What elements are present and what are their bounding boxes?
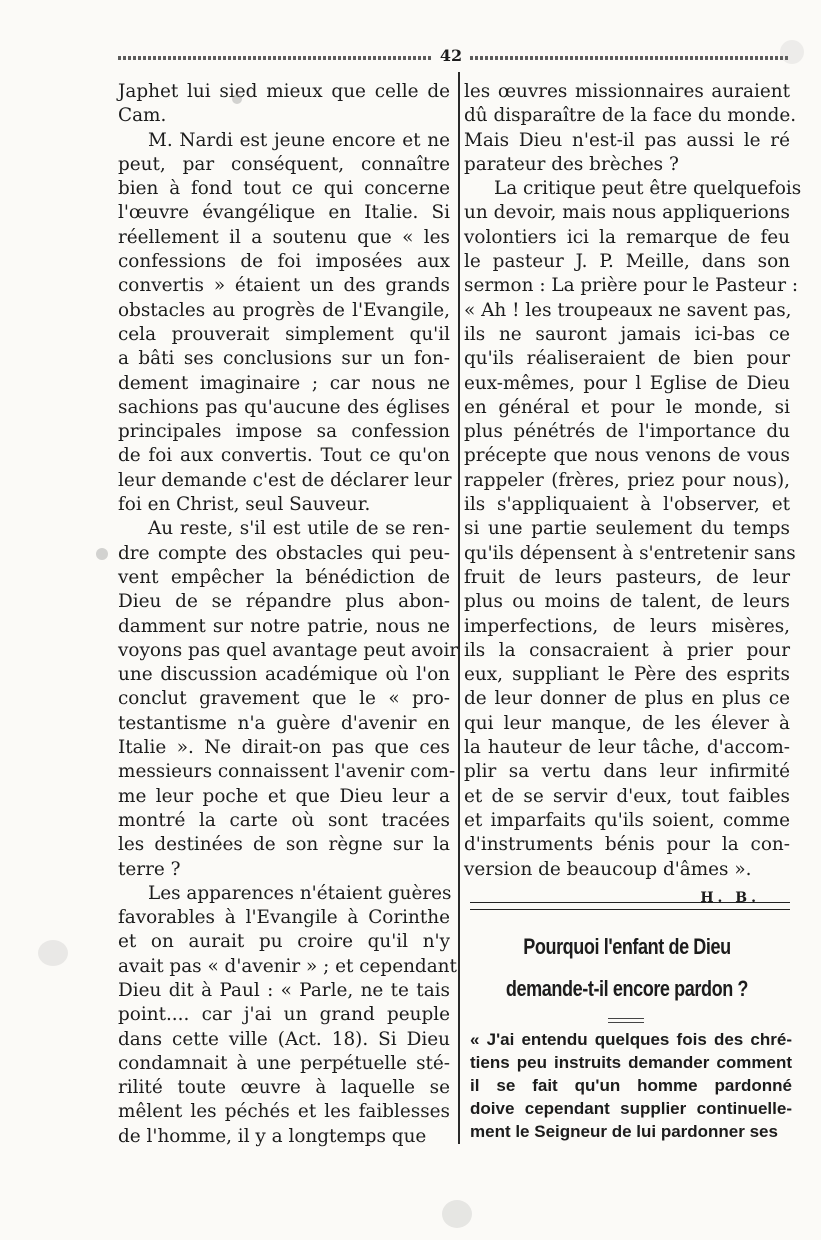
text-line: « J'ai entendu quelques fois des chré- xyxy=(470,1030,792,1049)
author-signature: H. B. xyxy=(700,889,760,906)
title-underline xyxy=(608,1018,644,1023)
section-separator xyxy=(470,902,790,910)
text-line: qu'ils dépensent à s'entretenir sans xyxy=(464,542,796,564)
text-line: ils ne sauront jamais ici-bas ce xyxy=(464,323,790,345)
text-line: et imparfaits qu'ils soient, comme xyxy=(464,809,790,831)
text-line: tiens peu instruits demander comment xyxy=(470,1053,792,1072)
text-line: Japhet lui sied mieux que celle de xyxy=(118,81,450,102)
text-line: favorables à l'Evangile à Corinthe xyxy=(118,907,450,929)
text-line: principales impose sa confession xyxy=(118,421,450,443)
text-line: Au reste, s'il est utile de se ren- xyxy=(148,518,450,540)
text-line: peut, par conséquent, connaître xyxy=(118,153,450,175)
text-line: fruit de leurs pasteurs, de leur xyxy=(464,566,790,588)
left-column xyxy=(118,80,459,1149)
text-line: dement imaginaire ; car nous ne xyxy=(118,372,450,394)
text-line: un devoir, mais nous appliquerions xyxy=(464,202,790,224)
text-line: vent empêcher la bénédiction de xyxy=(118,566,450,588)
text-line: précepte que nous venons de vous xyxy=(464,445,790,467)
text-line: testantisme n'a guère d'avenir en xyxy=(118,712,450,734)
text-line: confessions de foi imposées aux xyxy=(118,251,450,273)
text-line: ils s'appliquaient à l'observer, et xyxy=(464,494,790,516)
text-line: eux, suppliant le Père des esprits xyxy=(464,664,790,686)
text-line: et de se servir d'eux, tout faibles xyxy=(464,785,790,807)
text-line: dans cette ville (Act. 18). Si Dieu xyxy=(118,1028,450,1050)
print-speck xyxy=(232,94,242,104)
text-line: d'instruments bénis pour la con- xyxy=(464,834,790,856)
page-header xyxy=(118,46,790,68)
text-line: sachions pas qu'aucune des églises xyxy=(118,396,450,418)
text-line: plus ou moins de talent, de leurs xyxy=(464,591,790,613)
text-line: obstacles au progrès de l'Evangile, xyxy=(118,299,450,321)
text-line: M. Nardi est jeune encore et ne xyxy=(148,129,450,151)
print-speck xyxy=(780,40,804,64)
paragraph xyxy=(118,882,457,1149)
text-line: réellement il a soutenu que « les xyxy=(118,226,450,248)
text-line: de l'homme, il y a longtemps que xyxy=(118,1125,427,1147)
text-line: ils la consacraient à prier pour xyxy=(464,639,790,661)
text-line: il se fait qu'un homme pardonné xyxy=(470,1076,792,1095)
section-body xyxy=(470,1028,792,1143)
paragraph xyxy=(118,80,450,129)
paragraph xyxy=(118,129,450,518)
text-line: Cam. xyxy=(118,105,167,127)
text-line: Italie ». Ne dirait-on pas que ces xyxy=(118,737,450,759)
text-line: si une partie seulement du temps xyxy=(464,518,790,540)
text-line: les destinées de son règne sur la xyxy=(118,834,450,856)
text-line: montré la carte où sont tracées xyxy=(118,809,450,831)
text-line: la hauteur de leur tâche, d'accom- xyxy=(464,737,790,759)
print-speck xyxy=(38,940,68,966)
text-line: et on aurait pu croire qu'il n'y xyxy=(118,931,450,953)
text-line: dre compte des obstacles qui peu- xyxy=(118,542,450,564)
text-line: version de beaucoup d'âmes ». xyxy=(464,858,752,880)
section-title-line-2: demande-t-il encore pardon ? xyxy=(505,976,749,1001)
text-line: parateur des brèches ? xyxy=(464,153,679,175)
text-line: cela prouverait simplement qu'il xyxy=(118,323,450,345)
text-line: eux-mêmes, pour l Eglise de Dieu xyxy=(464,372,790,394)
text-line: mêlent les péchés et les faiblesses xyxy=(118,1101,450,1123)
text-line: rappeler (frères, priez pour nous), xyxy=(464,469,790,491)
print-speck xyxy=(96,548,108,560)
text-line: Dieu de se répandre plus abon- xyxy=(118,591,450,613)
text-line: leur demande c'est de déclarer leur xyxy=(118,469,452,491)
text-line: qui leur manque, de les élever à xyxy=(464,712,790,734)
text-line: Dieu dit à Paul : « Parle, ne te tais xyxy=(118,979,450,1001)
text-line: une discussion académique où l'on xyxy=(118,664,450,686)
header-rule-left xyxy=(118,56,432,60)
paragraph xyxy=(118,517,459,881)
text-line: point.... car j'ai un grand peuple xyxy=(118,1004,450,1026)
text-line: plus pénétrés de l'importance du xyxy=(464,421,790,443)
text-line: rilité toute œuvre à laquelle se xyxy=(118,1077,450,1099)
text-line: de leur donner de plus en plus ce xyxy=(464,688,790,710)
column-divider xyxy=(458,72,460,1144)
text-line: doive cependant supplier continuelle- xyxy=(470,1099,792,1118)
text-line: conclut gravement que le « pro- xyxy=(118,688,450,710)
text-line: Les apparences n'étaient guères xyxy=(148,882,452,904)
text-line: messieurs connaissent l'avenir com- xyxy=(118,761,456,783)
text-line: convertis » étaient un des grands xyxy=(118,275,450,297)
print-speck xyxy=(442,1200,472,1228)
text-line: La critique peut être quelquefois xyxy=(494,178,802,200)
text-line: a bâti ses conclusions sur un fon- xyxy=(118,348,450,370)
text-line: sermon : La prière pour le Pasteur : xyxy=(464,275,799,297)
text-line: ment le Seigneur de lui pardonner ses xyxy=(470,1122,778,1141)
text-line: damment sur notre patrie, nous ne xyxy=(118,615,450,637)
text-line: me leur poche et que Dieu leur a xyxy=(118,785,450,807)
text-line: volontiers ici la remarque de feu xyxy=(464,226,790,248)
page-number: 42 xyxy=(439,46,463,65)
text-line: voyons pas quel avantage peut avoir xyxy=(118,639,459,661)
text-line: l'œuvre évangélique en Italie. Si xyxy=(118,202,450,224)
text-line: qu'ils réaliseraient de bien pour xyxy=(464,348,790,370)
right-column xyxy=(464,80,802,910)
text-line: condamnait à une perpétuelle sté- xyxy=(118,1052,450,1074)
text-line: dû disparaître de la face du monde. xyxy=(464,105,797,127)
section-title-line-1: Pourquoi l'enfant de Dieu xyxy=(523,934,731,959)
text-line: plir sa vertu dans leur infirmité xyxy=(464,761,790,783)
text-line: en général et pour le monde, si xyxy=(464,396,790,418)
text-line: bien à fond tout ce qui concerne xyxy=(118,178,450,200)
text-line: le pasteur J. P. Meille, dans son xyxy=(464,251,790,273)
text-line: avait pas « d'avenir » ; et cependant xyxy=(118,955,457,977)
text-line: « Ah ! les troupeaux ne savent pas, xyxy=(464,299,792,321)
text-line: de foi aux convertis. Tout ce qu'on xyxy=(118,445,450,467)
text-line: foi en Christ, seul Sauveur. xyxy=(118,494,371,516)
text-line: les œuvres missionnaires auraient xyxy=(464,81,790,102)
paragraph xyxy=(464,80,797,177)
paragraph xyxy=(464,177,802,882)
text-line: terre ? xyxy=(118,858,181,880)
text-line: imperfections, de leurs misères, xyxy=(464,615,790,637)
text-line: Mais Dieu n'est-il pas aussi le ré xyxy=(464,129,790,151)
header-rule-right xyxy=(470,56,790,60)
